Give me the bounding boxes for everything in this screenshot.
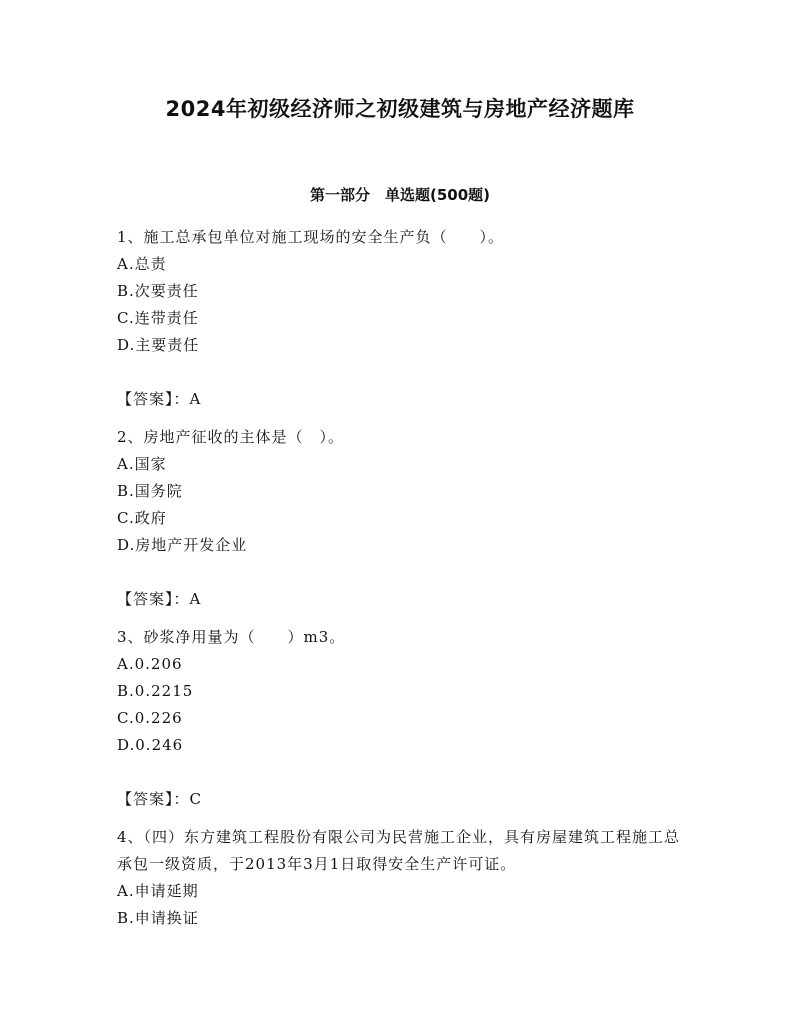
question-4	[117, 824, 687, 932]
option-b: B.次要责任	[117, 282, 199, 300]
option-a: A.申请延期	[117, 882, 199, 900]
question-1	[117, 224, 687, 413]
option-d: D.0.246	[117, 736, 184, 754]
question-2	[117, 424, 687, 613]
option-a: A.0.206	[117, 655, 183, 673]
section-title: 第一部分 单选题(500题)	[309, 186, 491, 204]
option-a: A.总责	[117, 255, 167, 273]
option-c: C.政府	[117, 509, 167, 527]
option-c: C.0.226	[117, 709, 183, 727]
document-title: 2024年初级经济师之初级建筑与房地产经济题库	[165, 97, 635, 121]
option-b: B.0.2215	[117, 682, 194, 700]
option-c: C.连带责任	[117, 309, 199, 327]
answer-line: 【答案】：C	[117, 790, 202, 808]
option-d: D.主要责任	[117, 336, 200, 354]
question-text: 3、砂浆净用量为（ ）m3。	[117, 628, 346, 646]
question-3	[117, 624, 687, 813]
question-list	[117, 224, 687, 932]
answer-line: 【答案】：A	[117, 390, 202, 408]
option-d: D.房地产开发企业	[117, 536, 248, 554]
option-b: B.国务院	[117, 482, 183, 500]
option-b: B.申请换证	[117, 909, 199, 927]
option-a: A.国家	[117, 455, 167, 473]
question-text: 1、施工总承包单位对施工现场的安全生产负（ ）。	[117, 228, 505, 246]
question-text: 4、（四）东方建筑工程股份有限公司为民营施工企业，具有房屋建筑工程施工总承包一级资质，于2013年3月1日取得安全生产许可证。	[117, 828, 681, 873]
answer-line: 【答案】：A	[117, 590, 202, 608]
question-text: 2、房地产征收的主体是（ ）。	[117, 428, 345, 446]
